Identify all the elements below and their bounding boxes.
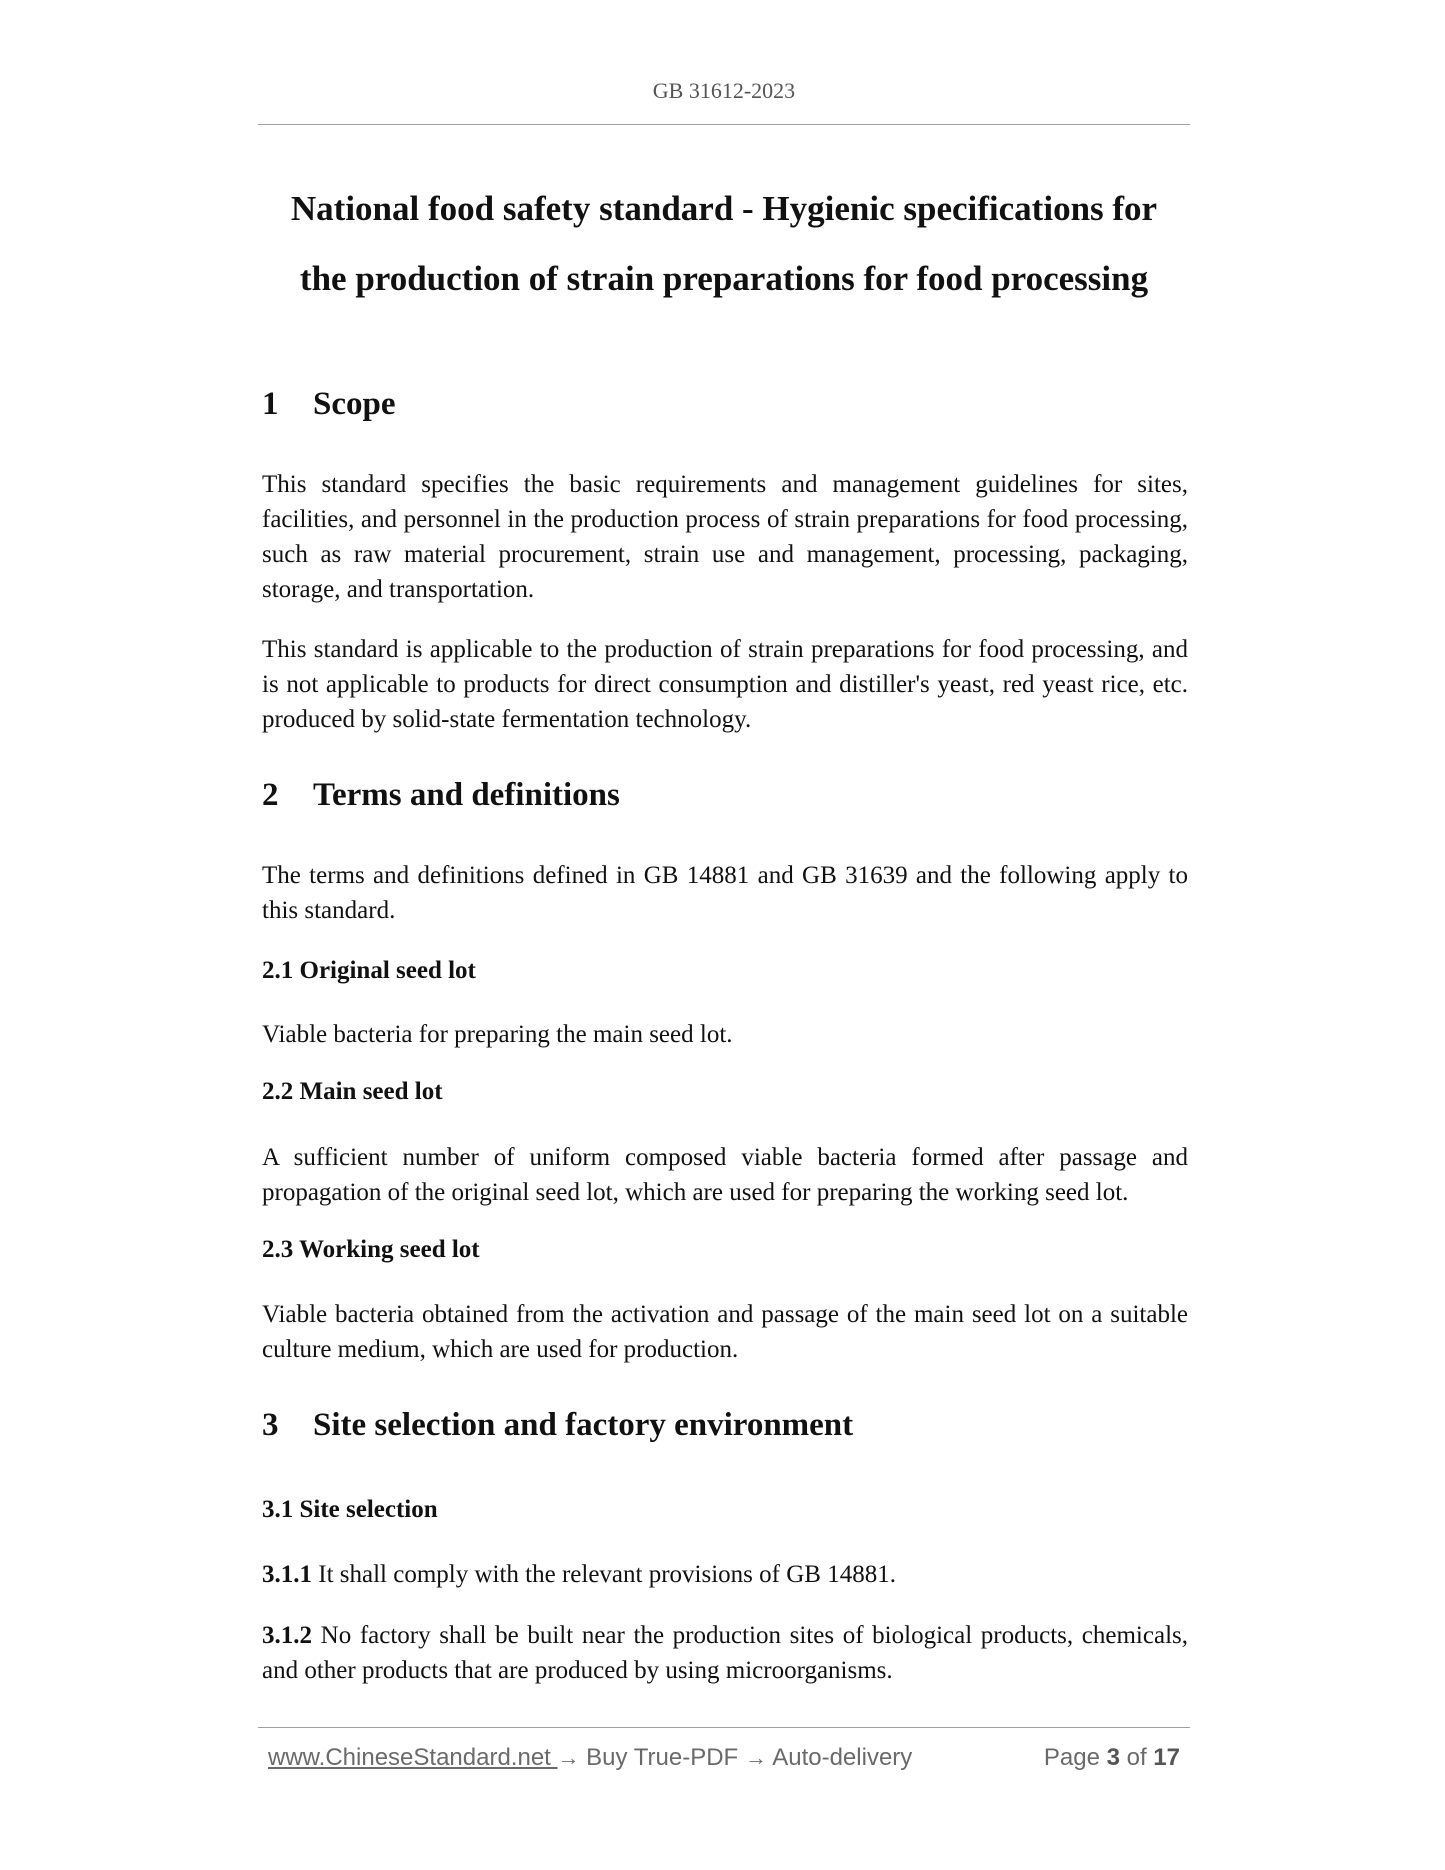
definition-heading-original-seed-lot: 2.1 Original seed lot — [262, 957, 476, 984]
section-heading-site-selection — [262, 1407, 853, 1444]
clause-3-1-1 — [262, 1557, 1188, 1592]
of-word: of — [1119, 1744, 1154, 1771]
title-line-1: National food safety standard - Hygienic specifications for — [290, 189, 1158, 228]
current-page-number: 3 — [1106, 1744, 1120, 1771]
page-word: Page — [1043, 1744, 1107, 1771]
clause-text: It shall comply with the relevant provisions of GB 14881. — [312, 1561, 896, 1588]
definition-heading-main-seed-lot: 2.2 Main seed lot — [262, 1078, 443, 1105]
clause-number: 3.1.2 — [262, 1622, 312, 1649]
title-line-2: the production of strain preparations for food processing — [299, 259, 1149, 298]
section-heading-scope — [262, 386, 396, 423]
auto-delivery-text: Auto-delivery — [766, 1744, 913, 1771]
page-header: GB 31612-2023 — [652, 78, 796, 103]
header-divider — [258, 124, 1190, 125]
scope-paragraph-1: This standard specifies the basic requirements and management guidelines for sites, facilities, and personnel in the production process of strain preparations for food processing, such as raw material procurement, strain use and management, processing, packaging, storage, and transportation. — [262, 471, 1188, 603]
section-heading-terms — [262, 777, 620, 814]
section-number: 2 — [262, 777, 279, 813]
section-number: 1 — [262, 386, 279, 422]
scope-paragraph-2: This standard is applicable to the production of strain preparations for food processing, and is not applicable to products for direct consumption and distiller's yeast, red yeast rice, etc. produced by solid-state fermentation technology. — [262, 636, 1188, 733]
clause-3-1-2 — [262, 1618, 1188, 1688]
section-title: Terms and definitions — [313, 777, 620, 813]
terms-intro-paragraph: The terms and definitions defined in GB 14881 and GB 31639 and the following apply to this standard. — [262, 862, 1188, 924]
buy-text: Buy True-PDF — [579, 1744, 745, 1771]
definition-text-working-seed-lot: Viable bacteria obtained from the activation and passage of the main seed lot on a suitable culture medium, which are used for production. — [262, 1301, 1188, 1363]
subsection-heading-site-selection: 3.1 Site selection — [262, 1496, 438, 1523]
document-title — [258, 174, 1190, 314]
arrow-right-icon: → — [557, 1745, 580, 1770]
clause-number: 3.1.1 — [262, 1561, 312, 1588]
section-title: Site selection and factory environment — [313, 1407, 854, 1443]
section-number: 3 — [262, 1407, 279, 1443]
arrow-right-icon: → — [744, 1745, 767, 1770]
clause-text: No factory shall be built near the production sites of biological products, chemicals, and other products that are produced by using microorganisms. — [262, 1622, 1188, 1684]
page-footer — [268, 1744, 1180, 1772]
section-title: Scope — [313, 386, 396, 422]
definition-heading-working-seed-lot: 2.3 Working seed lot — [262, 1236, 480, 1263]
footer-divider — [258, 1727, 1190, 1728]
definition-text-original-seed-lot: Viable bacteria for preparing the main seed lot. — [262, 1021, 733, 1048]
website-link[interactable]: www.ChineseStandard.net — [268, 1744, 558, 1771]
total-pages: 17 — [1153, 1744, 1180, 1771]
page-indicator — [1044, 1744, 1180, 1772]
definition-text-main-seed-lot: A sufficient number of uniform composed viable bacteria formed after passage and propagation of the original seed lot, which are used for preparing the working seed lot. — [262, 1144, 1188, 1206]
